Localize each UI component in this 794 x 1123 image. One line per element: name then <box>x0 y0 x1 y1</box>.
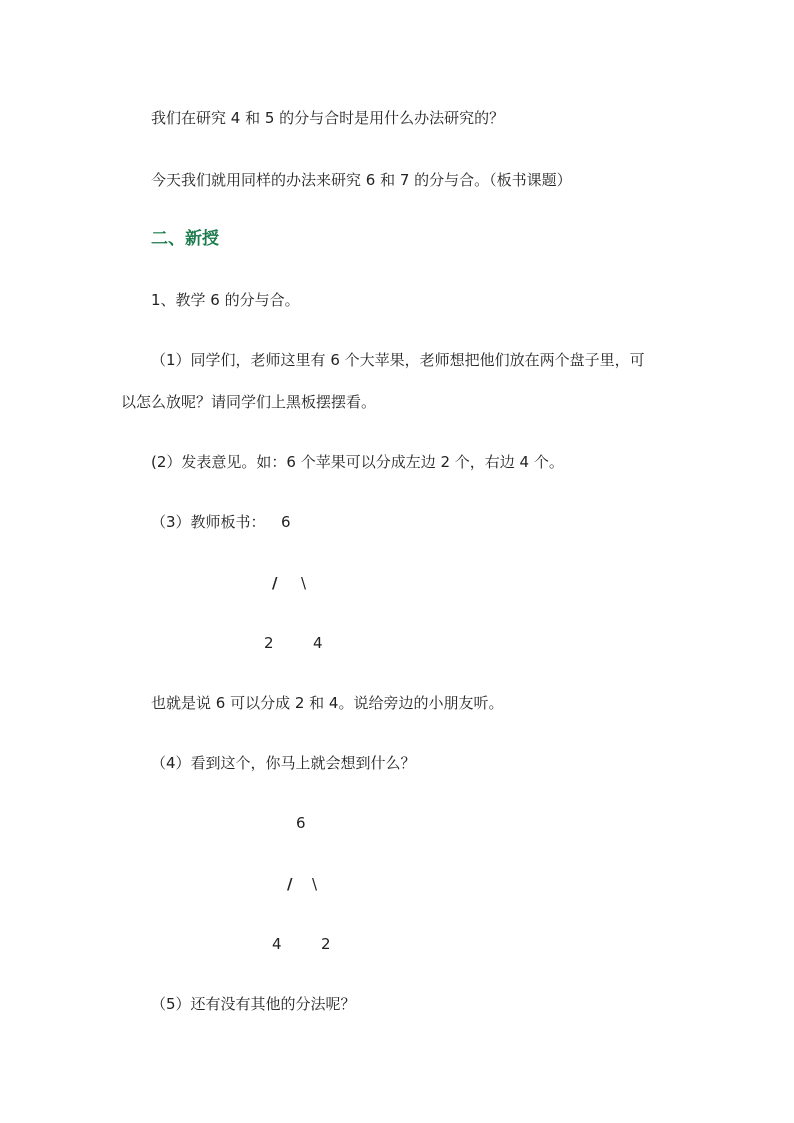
diagram1-left-number: 2 <box>264 634 274 652</box>
diagram2-left-number: 4 <box>272 935 282 953</box>
diagram2-right-number: 2 <box>321 935 331 953</box>
diagram1-right-number: 4 <box>313 634 323 652</box>
paragraph-teach-six: 1、教学 6 的分与合。 <box>151 291 300 309</box>
diagram2-right-slash: \ <box>312 875 318 893</box>
diagram1-top-number: 6 <box>281 513 291 531</box>
diagram2-top-number: 6 <box>296 814 306 832</box>
paragraph-step-4: （4）看到这个，你马上就会想到什么？ <box>151 754 416 772</box>
diagram2-left-slash: / <box>287 875 293 893</box>
paragraph-step-3: （3）教师板书： <box>151 513 266 531</box>
paragraph-step-1-line-2: 以怎么放呢？请同学们上黑板摆摆看。 <box>121 393 377 411</box>
diagram1-right-slash: \ <box>301 574 307 592</box>
paragraph-question: 我们在研究 4 和 5 的分与合时是用什么办法研究的？ <box>151 109 505 127</box>
section-heading: 二、新授 <box>151 229 219 249</box>
paragraph-intro: 今天我们就用同样的办法来研究 6 和 7 的分与合。（板书课题） <box>151 171 572 189</box>
paragraph-step-2: (2）发表意见。如：6 个苹果可以分成左边 2 个，右边 4 个。 <box>151 453 564 471</box>
paragraph-step-5: （5）还有没有其他的分法呢？ <box>151 995 356 1013</box>
paragraph-step-1-line-1: （1）同学们，老师这里有 6 个大苹果，老师想把他们放在两个盘子里，可 <box>151 351 645 369</box>
diagram1-left-slash: / <box>272 574 278 592</box>
paragraph-explanation: 也就是说 6 可以分成 2 和 4。说给旁边的小朋友听。 <box>151 694 504 712</box>
